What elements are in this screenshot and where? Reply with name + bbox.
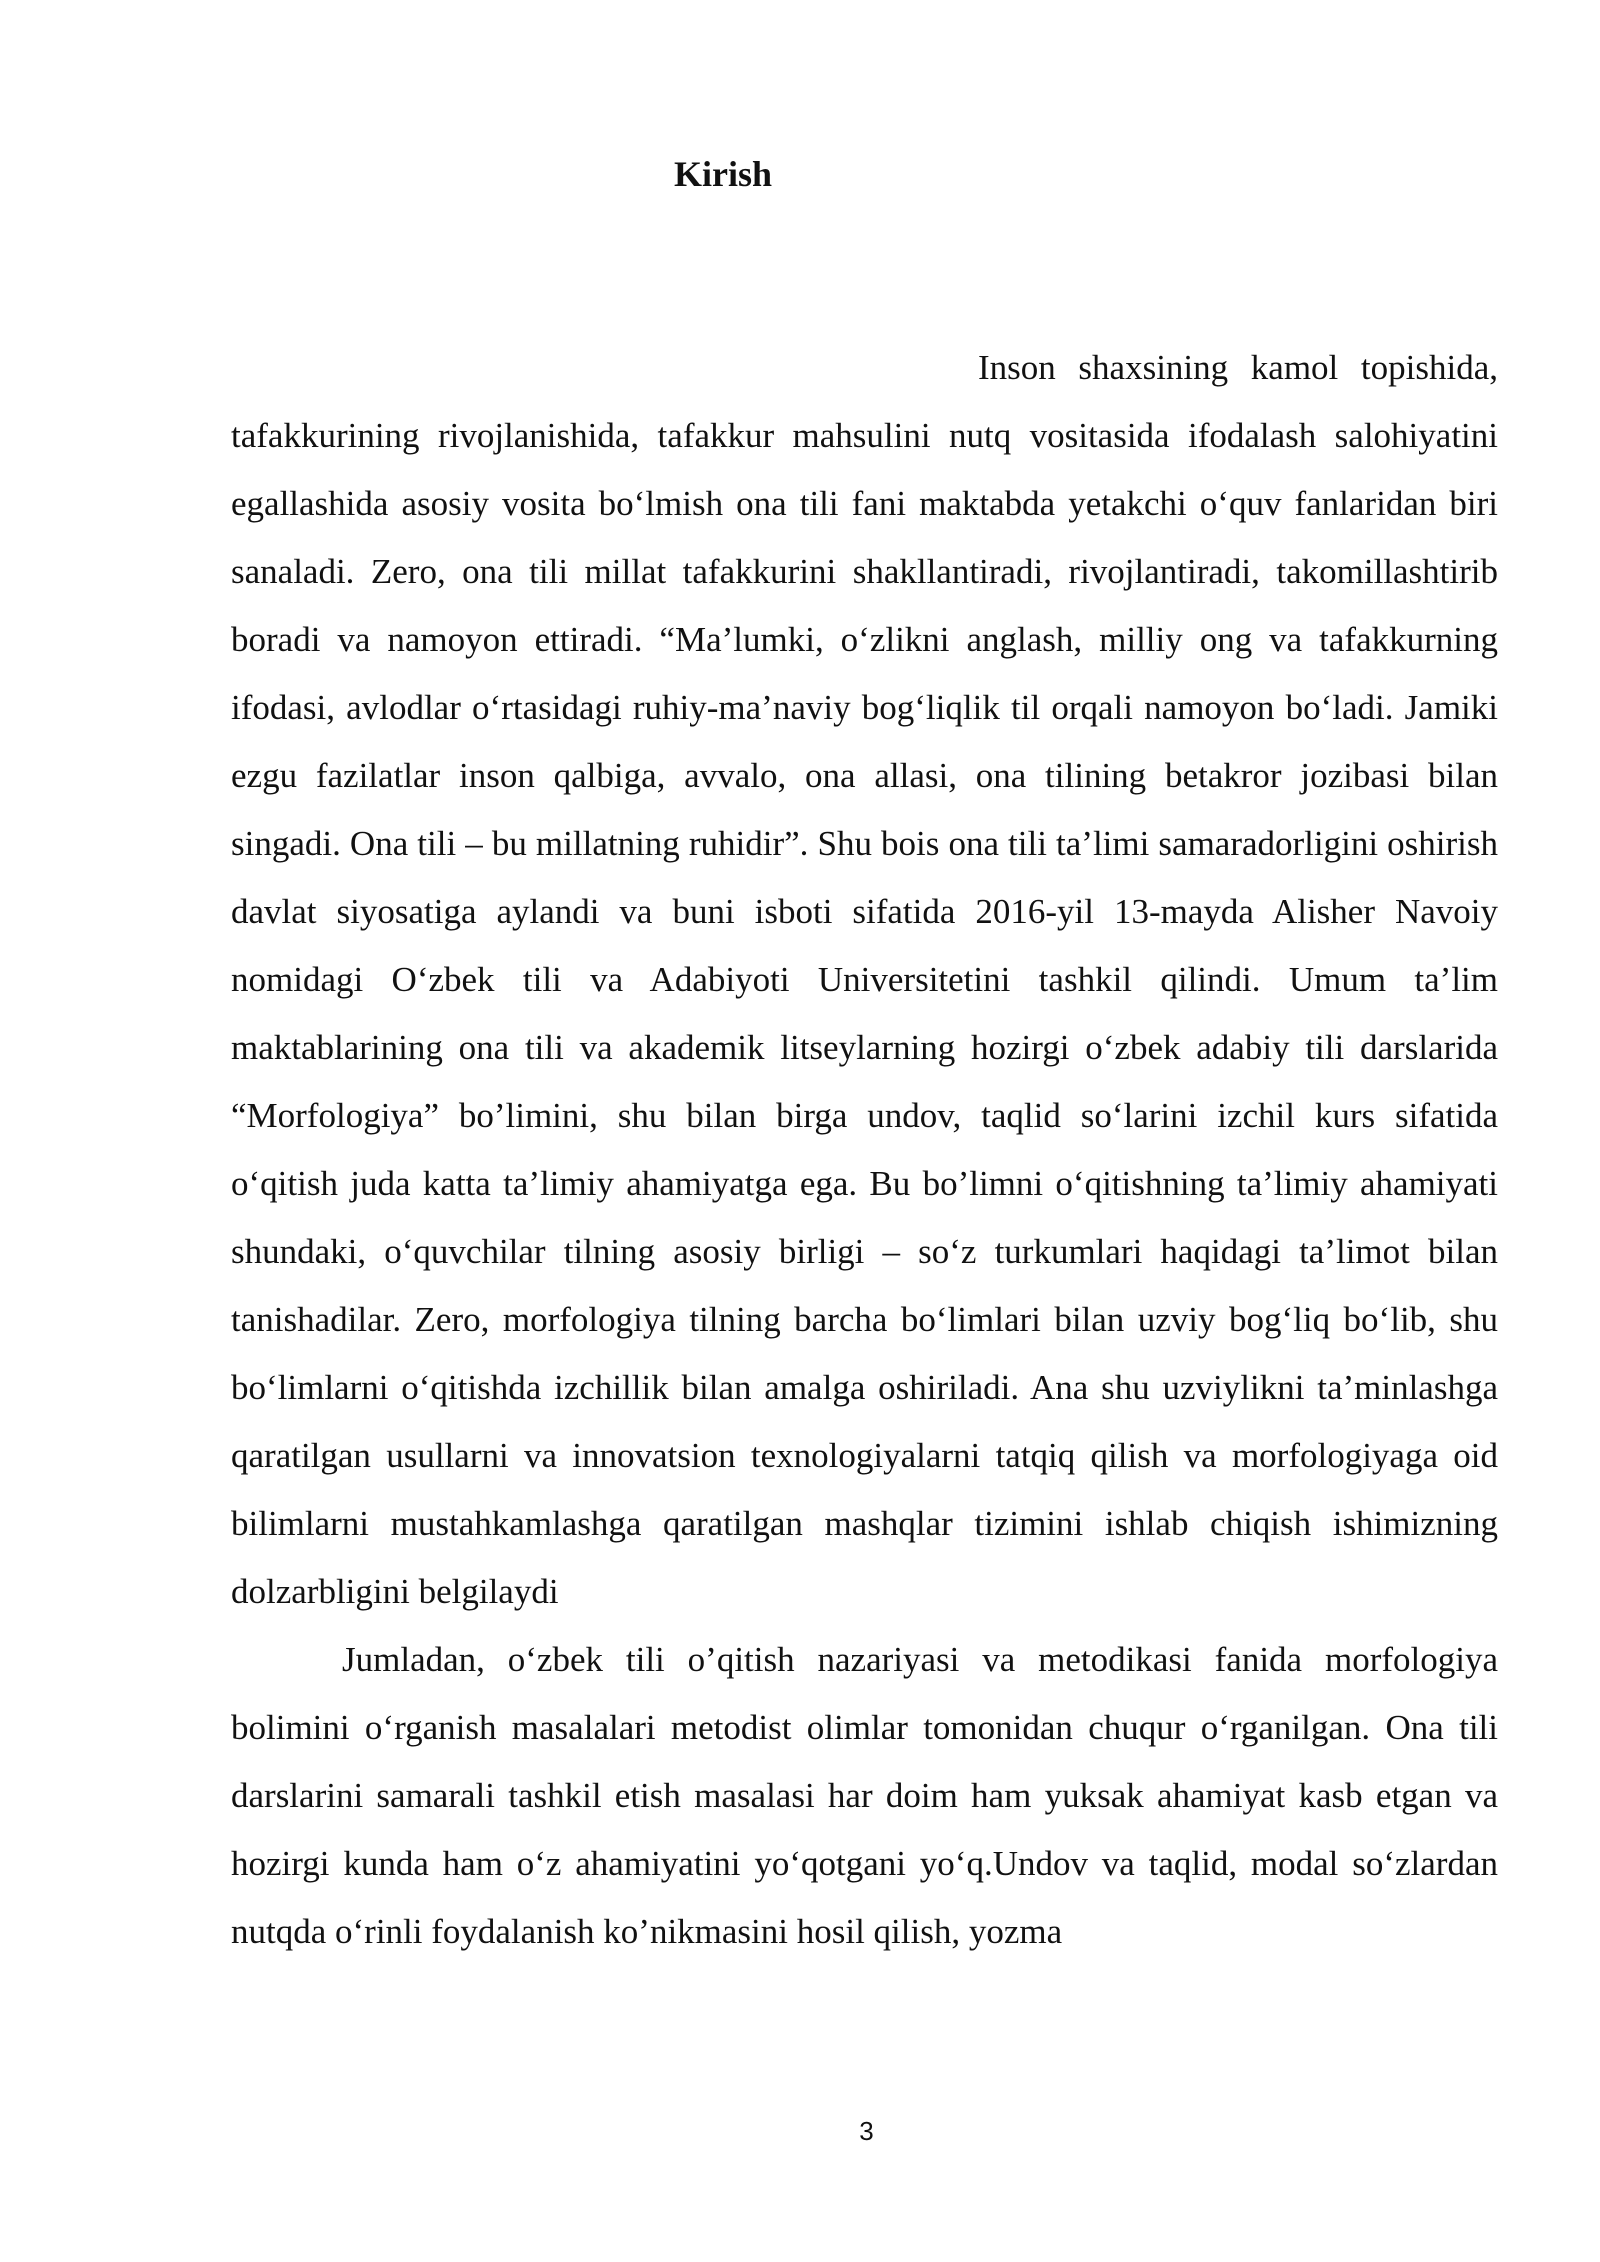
- body-text: [231, 334, 1498, 1966]
- page-number: 3: [859, 2116, 874, 2146]
- page-title: Kirish: [673, 154, 772, 194]
- paragraph-methodology: Jumladan, o‘zbek tili o’qitish nazariyasi va metodikasi fanida morfologiya bolimini o‘rganish masalalari metodist olimlar tomonidan chuqur o‘rganilgan. Ona tili darslarini samarali tashkil etish masalasi har doim ham yuksak ahamiyat kasb etgan va hozirgi kunda ham o‘z ahamiyatini yo‘qotgani yo‘q.Undov va taqlid, modal so‘zlardan nutqda o‘rinli foydalanish ko’nikmasini hosil qilish, yozma: [231, 1640, 1498, 1951]
- paragraph-introduction: Inson shaxsining kamol topishida, tafakkurining rivojlanishida, tafakkur mahsulini nutq vositasida ifodalash salohiyatini egallashida asosiy vosita bo‘lmish ona tili fani maktabda yetakchi o‘quv fanlaridan biri sanaladi. Zero, ona tili millat tafakkurini shakllantiradi, rivojlantiradi, takomillashtirib boradi va namoyon ettiradi. “Ma’lumki, o‘zlikni anglash, milliy ong va tafakkurning ifodasi, avlodlar o‘rtasidagi ruhiy-ma’naviy bog‘liqlik til orqali namoyon bo‘ladi. Jamiki ezgu fazilatlar inson qalbiga, avvalo, ona allasi, ona tilining betakror jozibasi bilan singadi. Ona tili – bu millatning ruhidir”. Shu bois ona tili ta’limi samaradorligini oshirish davlat siyosatiga aylandi va buni isboti sifatida 2016-yil 13-mayda Alisher Navoiy nomidagi O‘zbek tili va Adabiyoti Universitetini tashkil qilindi. Umum ta’lim maktablarining ona tili va akademik litseylarning hozirgi o‘zbek adabiy tili darslarida “Morfologiya” bo’limini, shu bilan birga undov, taqlid so‘larini izchil kurs sifatida o‘qitish juda katta ta’limiy ahamiyatga ega. Bu bo’limni o‘qitishning ta’limiy ahamiyati shundaki, o‘quvchilar tilning asosiy birligi – so‘z turkumlari haqidagi ta’limot bilan tanishadilar. Zero, morfologiya tilning barcha bo‘limlari bilan uzviy bog‘liq bo‘lib, shu bo‘limlarni o‘qitishda izchillik bilan amalga oshiriladi. Ana shu uzviylikni ta’minlashga qaratilgan usullarni va innovatsion texnologiyalarni tatqiq qilish va morfologiyaga oid bilimlarni mustahkamlashga qaratilgan mashqlar tizimini ishlab chiqish ishimizning dolzarbligini belgilaydi: [231, 348, 1498, 1611]
